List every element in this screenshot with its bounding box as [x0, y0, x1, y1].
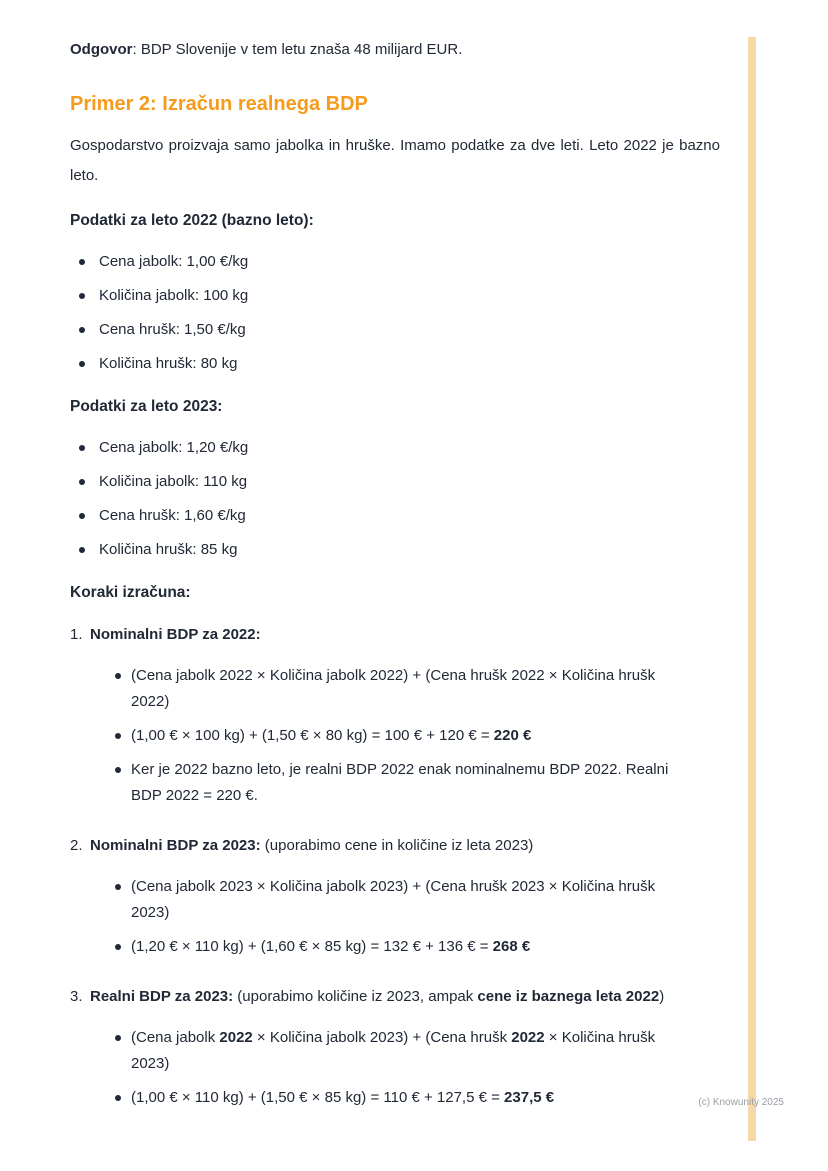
bold-text: 2022: [219, 1029, 253, 1046]
text: (Cena jabolk 2023 × Količina jabolk 2023) + (Cena hrušk 2023 × Količina hrušk 2023): [131, 878, 656, 921]
bold-text: Nominalni BDP za 2023:: [90, 837, 261, 854]
step-item: [70, 984, 720, 1119]
watermark: (c) Knowunity 2025: [698, 1097, 784, 1108]
steps-list: [70, 622, 720, 1119]
page-edge-bar: [748, 37, 756, 1141]
list-item: Količina hrušk: 80 kg: [79, 351, 720, 377]
step-number: 3.: [70, 988, 83, 1005]
answer-text: : BDP Slovenije v tem letu znaša 48 milijard EUR.: [132, 41, 463, 58]
bold-text: cene iz baznega leta 2022: [477, 988, 660, 1005]
bold-text: 237,5 €: [504, 1089, 555, 1106]
sub-bullet: [115, 934, 693, 960]
bold-text: 2022: [511, 1029, 545, 1046]
answer-label: Odgovor: [70, 41, 133, 58]
bold-text: 220 €: [493, 727, 532, 744]
sub-bullet: [115, 663, 693, 715]
list-item: Cena jabolk: 1,20 €/kg: [79, 435, 720, 461]
step-item: [70, 833, 720, 968]
step-sub-list: [90, 663, 720, 809]
text: ): [659, 988, 665, 1005]
list-item: Količina jabolk: 110 kg: [79, 469, 720, 495]
text: (1,20 € × 110 kg) + (1,60 € × 85 kg) = 132 € + 136 € =: [131, 938, 493, 955]
data-list-2023: [70, 435, 720, 563]
text: (Cena jabolk: [131, 1029, 220, 1046]
text: (1,00 € × 100 kg) + (1,50 € × 80 kg) = 100 € + 120 € =: [131, 727, 494, 744]
step-title: [90, 833, 720, 859]
text: (Cena jabolk 2022 × Količina jabolk 2022) + (Cena hrušk 2022 × Količina hrušk 2022): [131, 667, 656, 710]
list-item: Cena hrušk: 1,50 €/kg: [79, 317, 720, 343]
list-item: Količina hrušk: 85 kg: [79, 537, 720, 563]
section-heading: Primer 2: Izračun realnega BDP: [70, 93, 368, 115]
step-number: 2.: [70, 837, 83, 854]
text: Ker je 2022 bazno leto, je realni BDP 2022 enak nominalnemu BDP 2022. Realni BDP 2022 = 220 €.: [131, 761, 669, 804]
step-sub-list: [90, 874, 720, 960]
step-title: [90, 622, 720, 648]
sub-bullet: [115, 757, 693, 809]
text: (1,00 € × 110 kg) + (1,50 € × 85 kg) = 110 € + 127,5 € =: [131, 1089, 505, 1106]
step-sub-list: [90, 1025, 720, 1111]
list-item: Količina jabolk: 100 kg: [79, 283, 720, 309]
sub-bullet: [115, 1025, 693, 1077]
sub-bullet: [115, 723, 693, 749]
bold-text: Realni BDP za 2023:: [90, 988, 234, 1005]
text: × Količina hrušk 2023): [131, 1029, 656, 1072]
list-item: Cena hrušk: 1,60 €/kg: [79, 503, 720, 529]
intro-paragraph: Gospodarstvo proizvaja samo jabolka in hruške. Imamo podatke za dve leti. Leto 2022 je bazno leto.: [70, 137, 720, 184]
subheading-steps: Koraki izračuna:: [70, 584, 191, 601]
data-list-2022: [70, 249, 720, 377]
answer-line: [70, 37, 720, 63]
step-item: [70, 622, 720, 817]
text: (uporabimo cene in količine iz leta 2023): [260, 837, 534, 854]
step-title: [90, 984, 720, 1010]
bold-text: 268 €: [492, 938, 531, 955]
list-item: Cena jabolk: 1,00 €/kg: [79, 249, 720, 275]
subheading-2023: Podatki za leto 2023:: [70, 398, 223, 415]
text: × Količina jabolk 2023) + (Cena hrušk: [252, 1029, 512, 1046]
text: (uporabimo količine iz 2023, ampak: [233, 988, 478, 1005]
document-content: [70, 37, 720, 1119]
bold-text: Nominalni BDP za 2022:: [90, 626, 261, 643]
sub-bullet: [115, 874, 693, 926]
step-number: 1.: [70, 626, 83, 643]
sub-bullet: [115, 1085, 693, 1111]
subheading-2022: Podatki za leto 2022 (bazno leto):: [70, 212, 314, 229]
